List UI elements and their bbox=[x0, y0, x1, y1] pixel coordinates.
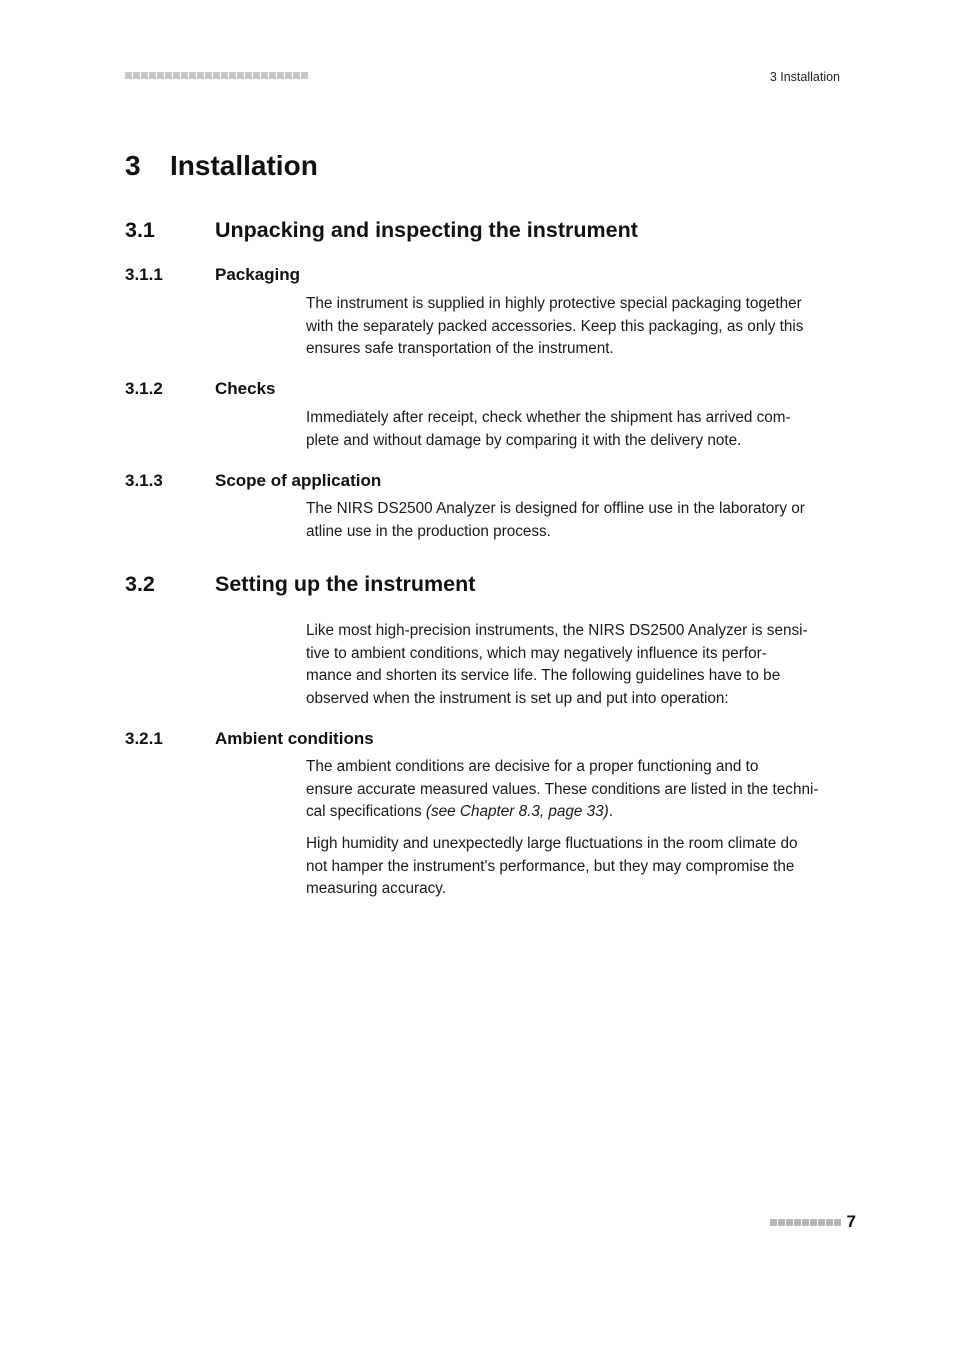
text-line: plete and without damage by comparing it with the delivery note. bbox=[306, 431, 742, 449]
decorative-square bbox=[301, 72, 308, 79]
subsection-title: Checks bbox=[215, 379, 276, 398]
subsection-heading-3-1-1 bbox=[125, 265, 300, 285]
scope-paragraph bbox=[306, 498, 846, 543]
setup-paragraph bbox=[306, 620, 846, 710]
subsection-heading-3-2-1 bbox=[125, 729, 374, 749]
text-line: ensures safe transportation of the instrument. bbox=[306, 340, 614, 357]
subsection-heading-3-1-3 bbox=[125, 471, 381, 491]
footer-decoration bbox=[770, 1219, 841, 1226]
decorative-square bbox=[786, 1219, 793, 1226]
checks-paragraph bbox=[306, 407, 846, 452]
subsection-title: Packaging bbox=[215, 265, 301, 284]
subsection-number: 3.1.2 bbox=[125, 379, 163, 398]
decorative-square bbox=[149, 72, 156, 79]
decorative-square bbox=[157, 72, 164, 79]
section-heading-3-1 bbox=[125, 218, 638, 243]
decorative-square bbox=[181, 72, 188, 79]
text-fragment: cal specifications bbox=[306, 803, 426, 820]
chapter-reference-link[interactable]: (see Chapter 8.3, page 33) bbox=[425, 803, 609, 820]
decorative-square bbox=[125, 72, 132, 79]
decorative-square bbox=[770, 1219, 777, 1226]
ambient-paragraph-1 bbox=[306, 756, 846, 824]
section-title: Unpacking and inspecting the instrument bbox=[215, 218, 638, 242]
decorative-square bbox=[794, 1219, 801, 1226]
ambient-paragraph-2 bbox=[306, 833, 846, 901]
text-line: High humidity and unexpectedly large fluctuations in the room climate do bbox=[306, 835, 798, 852]
text-line: mance and shorten its service life. The following guidelines have to be bbox=[306, 667, 781, 684]
text-line: The instrument is supplied in highly protective special packaging together bbox=[306, 295, 802, 312]
text-line: not hamper the instrument's performance, but they may compromise the bbox=[306, 857, 795, 875]
text-line: atline use in the production process. bbox=[306, 522, 551, 540]
running-head: 3 Installation bbox=[769, 70, 840, 84]
text-fragment: . bbox=[608, 803, 613, 820]
decorative-square bbox=[293, 72, 300, 79]
decorative-square bbox=[834, 1219, 841, 1226]
decorative-square bbox=[285, 72, 292, 79]
subsection-heading-3-1-2 bbox=[125, 379, 275, 399]
decorative-square bbox=[205, 72, 212, 79]
decorative-square bbox=[277, 72, 284, 79]
decorative-square bbox=[197, 72, 204, 79]
decorative-square bbox=[229, 72, 236, 79]
decorative-square bbox=[810, 1219, 817, 1226]
text-line: Like most high-precision instruments, the NIRS DS2500 Analyzer is sensi- bbox=[306, 622, 808, 639]
text-line: tive to ambient conditions, which may negatively influence its perfor- bbox=[306, 644, 767, 662]
subsection-number: 3.1.3 bbox=[125, 471, 163, 490]
decorative-square bbox=[245, 72, 252, 79]
subsection-number: 3.2.1 bbox=[125, 729, 163, 748]
text-line: with the separately packed accessories. Keep this packaging, as only this bbox=[306, 317, 804, 335]
text-line: measuring accuracy. bbox=[306, 880, 446, 897]
chapter-heading bbox=[125, 150, 318, 182]
decorative-square bbox=[165, 72, 172, 79]
text-line: ensure accurate measured values. These conditions are listed in the techni- bbox=[306, 780, 819, 798]
subsection-number: 3.1.1 bbox=[125, 265, 163, 284]
decorative-square bbox=[213, 72, 220, 79]
text-line: The ambient conditions are decisive for a proper functioning and to bbox=[306, 758, 759, 775]
decorative-square bbox=[826, 1219, 833, 1226]
text-line: The NIRS DS2500 Analyzer is designed for offline use in the laboratory or bbox=[306, 500, 805, 517]
section-number: 3.2 bbox=[125, 572, 155, 596]
section-number: 3.1 bbox=[125, 218, 155, 242]
text-line: Immediately after receipt, check whether the shipment has arrived com- bbox=[306, 409, 791, 426]
packaging-paragraph bbox=[306, 293, 846, 361]
page-footer bbox=[770, 1212, 856, 1232]
subsection-title: Scope of application bbox=[215, 471, 382, 490]
decorative-square bbox=[141, 72, 148, 79]
decorative-square bbox=[237, 72, 244, 79]
chapter-number: 3 bbox=[125, 150, 141, 181]
page-number: 7 bbox=[846, 1212, 856, 1231]
decorative-square bbox=[253, 72, 260, 79]
decorative-square bbox=[269, 72, 276, 79]
decorative-square bbox=[802, 1219, 809, 1226]
decorative-square bbox=[261, 72, 268, 79]
section-heading-3-2 bbox=[125, 572, 475, 597]
chapter-title: Installation bbox=[170, 150, 318, 181]
subsection-title: Ambient conditions bbox=[215, 729, 374, 748]
text-line bbox=[306, 801, 846, 824]
decorative-square bbox=[221, 72, 228, 79]
decorative-square bbox=[173, 72, 180, 79]
decorative-square bbox=[189, 72, 196, 79]
text-line: observed when the instrument is set up and put into operation: bbox=[306, 689, 729, 707]
section-title: Setting up the instrument bbox=[215, 572, 476, 596]
decorative-square bbox=[818, 1219, 825, 1226]
decorative-square bbox=[778, 1219, 785, 1226]
header-decoration bbox=[125, 72, 308, 79]
decorative-square bbox=[133, 72, 140, 79]
